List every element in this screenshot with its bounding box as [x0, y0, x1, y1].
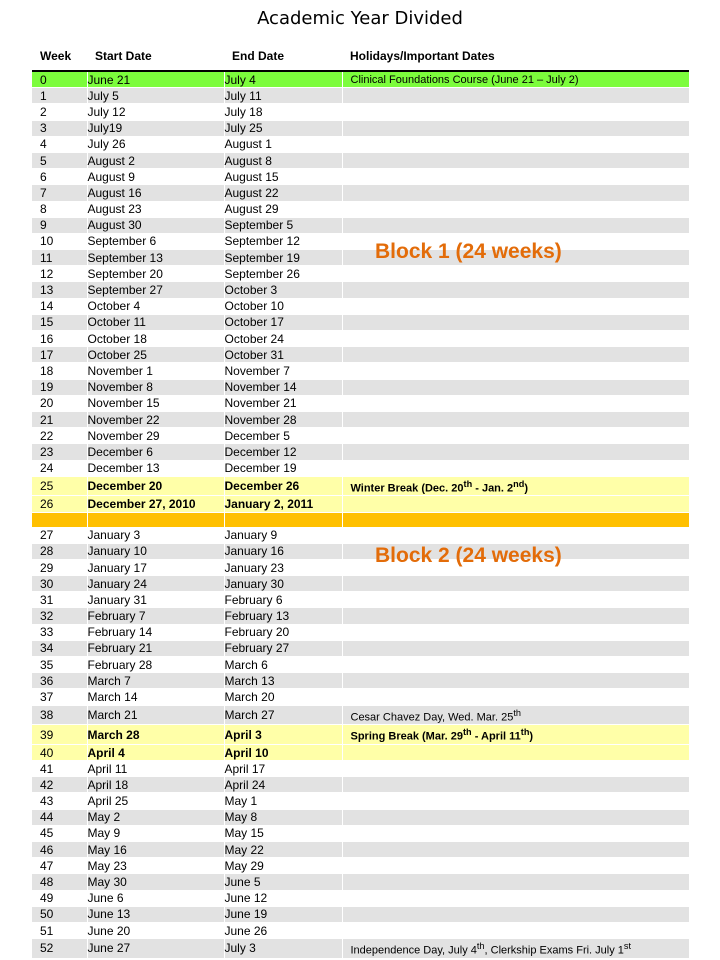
start-date-cell: October 18 — [87, 331, 224, 347]
end-date-cell — [224, 512, 342, 527]
table-row — [32, 201, 689, 217]
holiday-note-cell — [342, 331, 689, 347]
start-date-cell: August 9 — [87, 169, 224, 185]
end-date-cell: May 29 — [224, 858, 342, 874]
holiday-note-cell — [342, 152, 689, 168]
end-date-cell: March 13 — [224, 673, 342, 689]
end-date-cell: March 6 — [224, 657, 342, 673]
end-date-cell: August 15 — [224, 169, 342, 185]
start-date-cell: April 18 — [87, 777, 224, 793]
holiday-note-cell — [342, 411, 689, 427]
table-row — [32, 608, 689, 624]
start-date-cell: November 22 — [87, 411, 224, 427]
start-date-cell: January 17 — [87, 559, 224, 575]
start-date-cell: July 5 — [87, 88, 224, 104]
end-date-cell: January 30 — [224, 576, 342, 592]
week-cell: 14 — [32, 298, 87, 314]
holiday-note-cell — [342, 890, 689, 906]
table-row — [32, 809, 689, 825]
start-date-cell: March 7 — [87, 673, 224, 689]
holiday-note-cell — [342, 689, 689, 705]
holiday-note-cell — [342, 673, 689, 689]
holiday-note-cell — [342, 379, 689, 395]
week-cell: 3 — [32, 120, 87, 136]
table-row — [32, 217, 689, 233]
table-row — [32, 673, 689, 689]
week-cell: 10 — [32, 233, 87, 249]
start-date-cell: August 30 — [87, 217, 224, 233]
week-cell: 49 — [32, 890, 87, 906]
start-date-cell: December 20 — [87, 476, 224, 496]
holiday-note-cell: Cesar Chavez Day, Wed. Mar. 25th — [342, 705, 689, 725]
holiday-note-cell — [342, 777, 689, 793]
holiday-note-cell — [342, 185, 689, 201]
end-date-cell: July 18 — [224, 104, 342, 120]
end-date-cell: June 12 — [224, 890, 342, 906]
start-date-cell: July 12 — [87, 104, 224, 120]
start-date-cell: March 28 — [87, 725, 224, 745]
schedule-table — [32, 70, 689, 958]
week-cell: 18 — [32, 363, 87, 379]
holiday-note-cell — [342, 363, 689, 379]
schedule-body — [32, 71, 689, 958]
end-date-cell: November 21 — [224, 395, 342, 411]
week-cell: 42 — [32, 777, 87, 793]
holiday-note-cell — [342, 761, 689, 777]
holiday-note-cell — [342, 592, 689, 608]
start-date-cell: February 21 — [87, 640, 224, 656]
holiday-note-cell — [342, 744, 689, 760]
start-date-cell: June 20 — [87, 922, 224, 938]
holiday-note-cell: Winter Break (Dec. 20th - Jan. 2nd) — [342, 476, 689, 496]
week-cell: 7 — [32, 185, 87, 201]
start-date-cell: September 13 — [87, 250, 224, 266]
table-row — [32, 657, 689, 673]
end-date-cell: February 27 — [224, 640, 342, 656]
table-row — [32, 298, 689, 314]
start-date-cell: September 6 — [87, 233, 224, 249]
table-row — [32, 428, 689, 444]
end-date-cell: May 15 — [224, 825, 342, 841]
table-row — [32, 185, 689, 201]
end-date-cell: April 17 — [224, 761, 342, 777]
start-date-cell: November 1 — [87, 363, 224, 379]
start-date-cell: July 26 — [87, 136, 224, 152]
week-cell: 51 — [32, 922, 87, 938]
start-date-cell: August 2 — [87, 152, 224, 168]
start-date-cell: June 13 — [87, 906, 224, 922]
holiday-note-cell — [342, 922, 689, 938]
week-cell: 47 — [32, 858, 87, 874]
end-date-cell: December 12 — [224, 444, 342, 460]
end-date-cell: January 9 — [224, 527, 342, 543]
week-cell: 23 — [32, 444, 87, 460]
table-row — [32, 266, 689, 282]
end-date-cell: April 10 — [224, 744, 342, 760]
holiday-note-cell — [342, 793, 689, 809]
start-date-cell: March 14 — [87, 689, 224, 705]
week-cell: 21 — [32, 411, 87, 427]
end-date-cell: March 27 — [224, 705, 342, 725]
header-start-date: Start Date — [95, 49, 152, 63]
table-row — [32, 761, 689, 777]
holiday-note-cell — [342, 657, 689, 673]
holiday-note-cell — [342, 444, 689, 460]
table-row — [32, 395, 689, 411]
holiday-note-cell — [342, 825, 689, 841]
table-row — [32, 640, 689, 656]
week-cell: 29 — [32, 559, 87, 575]
week-cell: 16 — [32, 331, 87, 347]
end-date-cell: October 10 — [224, 298, 342, 314]
holiday-note-cell — [342, 460, 689, 476]
table-row — [32, 890, 689, 906]
holiday-note-cell — [342, 201, 689, 217]
table-row — [32, 169, 689, 185]
start-date-cell: March 21 — [87, 705, 224, 725]
week-cell: 30 — [32, 576, 87, 592]
end-date-cell: January 23 — [224, 559, 342, 575]
holiday-note-cell — [342, 314, 689, 330]
start-date-cell: February 14 — [87, 624, 224, 640]
end-date-cell: February 6 — [224, 592, 342, 608]
table-row — [32, 314, 689, 330]
table-row — [32, 512, 689, 527]
end-date-cell: October 3 — [224, 282, 342, 298]
start-date-cell: January 10 — [87, 543, 224, 559]
week-cell: 27 — [32, 527, 87, 543]
end-date-cell: October 17 — [224, 314, 342, 330]
end-date-cell: July 11 — [224, 88, 342, 104]
holiday-note-cell — [342, 120, 689, 136]
holiday-note-cell — [342, 88, 689, 104]
end-date-cell: October 24 — [224, 331, 342, 347]
week-cell: 24 — [32, 460, 87, 476]
table-row — [32, 527, 689, 543]
table-row — [32, 460, 689, 476]
table-row — [32, 120, 689, 136]
week-cell: 40 — [32, 744, 87, 760]
holiday-note-cell — [342, 136, 689, 152]
table-row — [32, 543, 689, 559]
holiday-note-cell — [342, 428, 689, 444]
week-cell: 41 — [32, 761, 87, 777]
week-cell: 34 — [32, 640, 87, 656]
start-date-cell: September 27 — [87, 282, 224, 298]
week-cell: 33 — [32, 624, 87, 640]
end-date-cell: November 14 — [224, 379, 342, 395]
week-cell: 19 — [32, 379, 87, 395]
end-date-cell: February 13 — [224, 608, 342, 624]
week-cell: 11 — [32, 250, 87, 266]
end-date-cell: October 31 — [224, 347, 342, 363]
table-row — [32, 411, 689, 427]
holiday-note-cell — [342, 858, 689, 874]
holiday-note-cell — [342, 608, 689, 624]
holiday-note-cell — [342, 624, 689, 640]
start-date-cell: December 6 — [87, 444, 224, 460]
table-row — [32, 777, 689, 793]
end-date-cell: June 26 — [224, 922, 342, 938]
week-cell: 28 — [32, 543, 87, 559]
start-date-cell: May 9 — [87, 825, 224, 841]
start-date-cell: May 2 — [87, 809, 224, 825]
end-date-cell: May 22 — [224, 842, 342, 858]
week-cell: 13 — [32, 282, 87, 298]
table-row — [32, 858, 689, 874]
start-date-cell: November 15 — [87, 395, 224, 411]
end-date-cell: September 19 — [224, 250, 342, 266]
holiday-note-cell — [342, 527, 689, 543]
holiday-note-cell — [342, 266, 689, 282]
start-date-cell: January 24 — [87, 576, 224, 592]
start-date-cell: July19 — [87, 120, 224, 136]
end-date-cell: January 16 — [224, 543, 342, 559]
week-cell: 43 — [32, 793, 87, 809]
table-row — [32, 496, 689, 512]
start-date-cell: November 29 — [87, 428, 224, 444]
page-title: Academic Year Divided — [257, 8, 463, 29]
end-date-cell: December 26 — [224, 476, 342, 496]
table-row — [32, 793, 689, 809]
end-date-cell: November 7 — [224, 363, 342, 379]
start-date-cell: December 27, 2010 — [87, 496, 224, 512]
week-cell: 25 — [32, 476, 87, 496]
week-cell: 22 — [32, 428, 87, 444]
start-date-cell — [87, 512, 224, 527]
start-date-cell: January 31 — [87, 592, 224, 608]
week-cell — [32, 512, 87, 527]
start-date-cell: August 16 — [87, 185, 224, 201]
week-cell: 12 — [32, 266, 87, 282]
end-date-cell: September 26 — [224, 266, 342, 282]
start-date-cell: May 23 — [87, 858, 224, 874]
table-row — [32, 725, 689, 745]
end-date-cell: December 19 — [224, 460, 342, 476]
end-date-cell: May 1 — [224, 793, 342, 809]
end-date-cell: August 8 — [224, 152, 342, 168]
end-date-cell: June 5 — [224, 874, 342, 890]
start-date-cell: September 20 — [87, 266, 224, 282]
block-1-label: Block 1 (24 weeks) — [375, 240, 562, 263]
week-cell: 39 — [32, 725, 87, 745]
table-row — [32, 825, 689, 841]
start-date-cell: June 21 — [87, 71, 224, 88]
table-row — [32, 939, 689, 958]
week-cell: 44 — [32, 809, 87, 825]
table-row — [32, 363, 689, 379]
start-date-cell: May 30 — [87, 874, 224, 890]
week-cell: 38 — [32, 705, 87, 725]
table-row — [32, 444, 689, 460]
holiday-note-cell — [342, 512, 689, 527]
end-date-cell: July 25 — [224, 120, 342, 136]
start-date-cell: June 6 — [87, 890, 224, 906]
week-cell: 48 — [32, 874, 87, 890]
end-date-cell: August 22 — [224, 185, 342, 201]
start-date-cell: December 13 — [87, 460, 224, 476]
table-header — [32, 48, 689, 66]
end-date-cell: August 1 — [224, 136, 342, 152]
table-row — [32, 744, 689, 760]
table-row — [32, 842, 689, 858]
start-date-cell: April 11 — [87, 761, 224, 777]
end-date-cell: July 3 — [224, 939, 342, 958]
end-date-cell: March 20 — [224, 689, 342, 705]
holiday-note-cell — [342, 640, 689, 656]
holiday-note-cell — [342, 809, 689, 825]
start-date-cell: November 8 — [87, 379, 224, 395]
end-date-cell: July 4 — [224, 71, 342, 88]
header-week: Week — [40, 49, 72, 63]
week-cell: 15 — [32, 314, 87, 330]
end-date-cell: April 24 — [224, 777, 342, 793]
table-row — [32, 88, 689, 104]
end-date-cell: September 5 — [224, 217, 342, 233]
holiday-note-cell — [342, 874, 689, 890]
week-cell: 9 — [32, 217, 87, 233]
holiday-note-cell — [342, 395, 689, 411]
week-cell: 32 — [32, 608, 87, 624]
start-date-cell: April 25 — [87, 793, 224, 809]
week-cell: 31 — [32, 592, 87, 608]
table-row — [32, 152, 689, 168]
end-date-cell: April 3 — [224, 725, 342, 745]
week-cell: 37 — [32, 689, 87, 705]
table-row — [32, 233, 689, 249]
start-date-cell: August 23 — [87, 201, 224, 217]
week-cell: 17 — [32, 347, 87, 363]
end-date-cell: September 12 — [224, 233, 342, 249]
holiday-note-cell — [342, 842, 689, 858]
week-cell: 6 — [32, 169, 87, 185]
start-date-cell: October 11 — [87, 314, 224, 330]
holiday-note-cell: Clinical Foundations Course (June 21 – July 2) — [342, 71, 689, 88]
table-row — [32, 874, 689, 890]
week-cell: 4 — [32, 136, 87, 152]
table-row — [32, 624, 689, 640]
table-row — [32, 379, 689, 395]
holiday-note-cell — [342, 496, 689, 512]
start-date-cell: May 16 — [87, 842, 224, 858]
end-date-cell: May 8 — [224, 809, 342, 825]
holiday-note-cell — [342, 282, 689, 298]
table-row — [32, 559, 689, 575]
table-row — [32, 250, 689, 266]
header-end-date: End Date — [232, 49, 285, 63]
week-cell: 45 — [32, 825, 87, 841]
block-2-label: Block 2 (24 weeks) — [375, 544, 562, 567]
table-row — [32, 104, 689, 120]
holiday-note-cell — [342, 347, 689, 363]
table-row — [32, 592, 689, 608]
start-date-cell: October 25 — [87, 347, 224, 363]
table-row — [32, 922, 689, 938]
holiday-note-cell — [342, 217, 689, 233]
table-row — [32, 705, 689, 725]
end-date-cell: August 29 — [224, 201, 342, 217]
start-date-cell: February 28 — [87, 657, 224, 673]
holiday-note-cell — [342, 906, 689, 922]
end-date-cell: June 19 — [224, 906, 342, 922]
holiday-note-cell — [342, 298, 689, 314]
holiday-note-cell — [342, 169, 689, 185]
week-cell: 52 — [32, 939, 87, 958]
start-date-cell: October 4 — [87, 298, 224, 314]
week-cell: 26 — [32, 496, 87, 512]
table-row — [32, 282, 689, 298]
holiday-note-cell: Independence Day, July 4th, Clerkship Exams Fri. July 1st — [342, 939, 689, 958]
start-date-cell: February 7 — [87, 608, 224, 624]
week-cell: 35 — [32, 657, 87, 673]
table-row — [32, 71, 689, 88]
table-row — [32, 576, 689, 592]
week-cell: 2 — [32, 104, 87, 120]
week-cell: 36 — [32, 673, 87, 689]
week-cell: 8 — [32, 201, 87, 217]
holiday-note-cell — [342, 576, 689, 592]
week-cell: 46 — [32, 842, 87, 858]
end-date-cell: November 28 — [224, 411, 342, 427]
holiday-note-cell: Spring Break (Mar. 29th - April 11th) — [342, 725, 689, 745]
table-row — [32, 689, 689, 705]
start-date-cell: April 4 — [87, 744, 224, 760]
week-cell: 5 — [32, 152, 87, 168]
week-cell: 20 — [32, 395, 87, 411]
header-holidays: Holidays/Important Dates — [350, 49, 495, 63]
week-cell: 50 — [32, 906, 87, 922]
table-row — [32, 347, 689, 363]
start-date-cell: June 27 — [87, 939, 224, 958]
end-date-cell: January 2, 2011 — [224, 496, 342, 512]
holiday-note-cell — [342, 104, 689, 120]
week-cell: 1 — [32, 88, 87, 104]
table-row — [32, 476, 689, 496]
end-date-cell: February 20 — [224, 624, 342, 640]
table-row — [32, 906, 689, 922]
week-cell: 0 — [32, 71, 87, 88]
table-row — [32, 136, 689, 152]
end-date-cell: December 5 — [224, 428, 342, 444]
table-row — [32, 331, 689, 347]
start-date-cell: January 3 — [87, 527, 224, 543]
